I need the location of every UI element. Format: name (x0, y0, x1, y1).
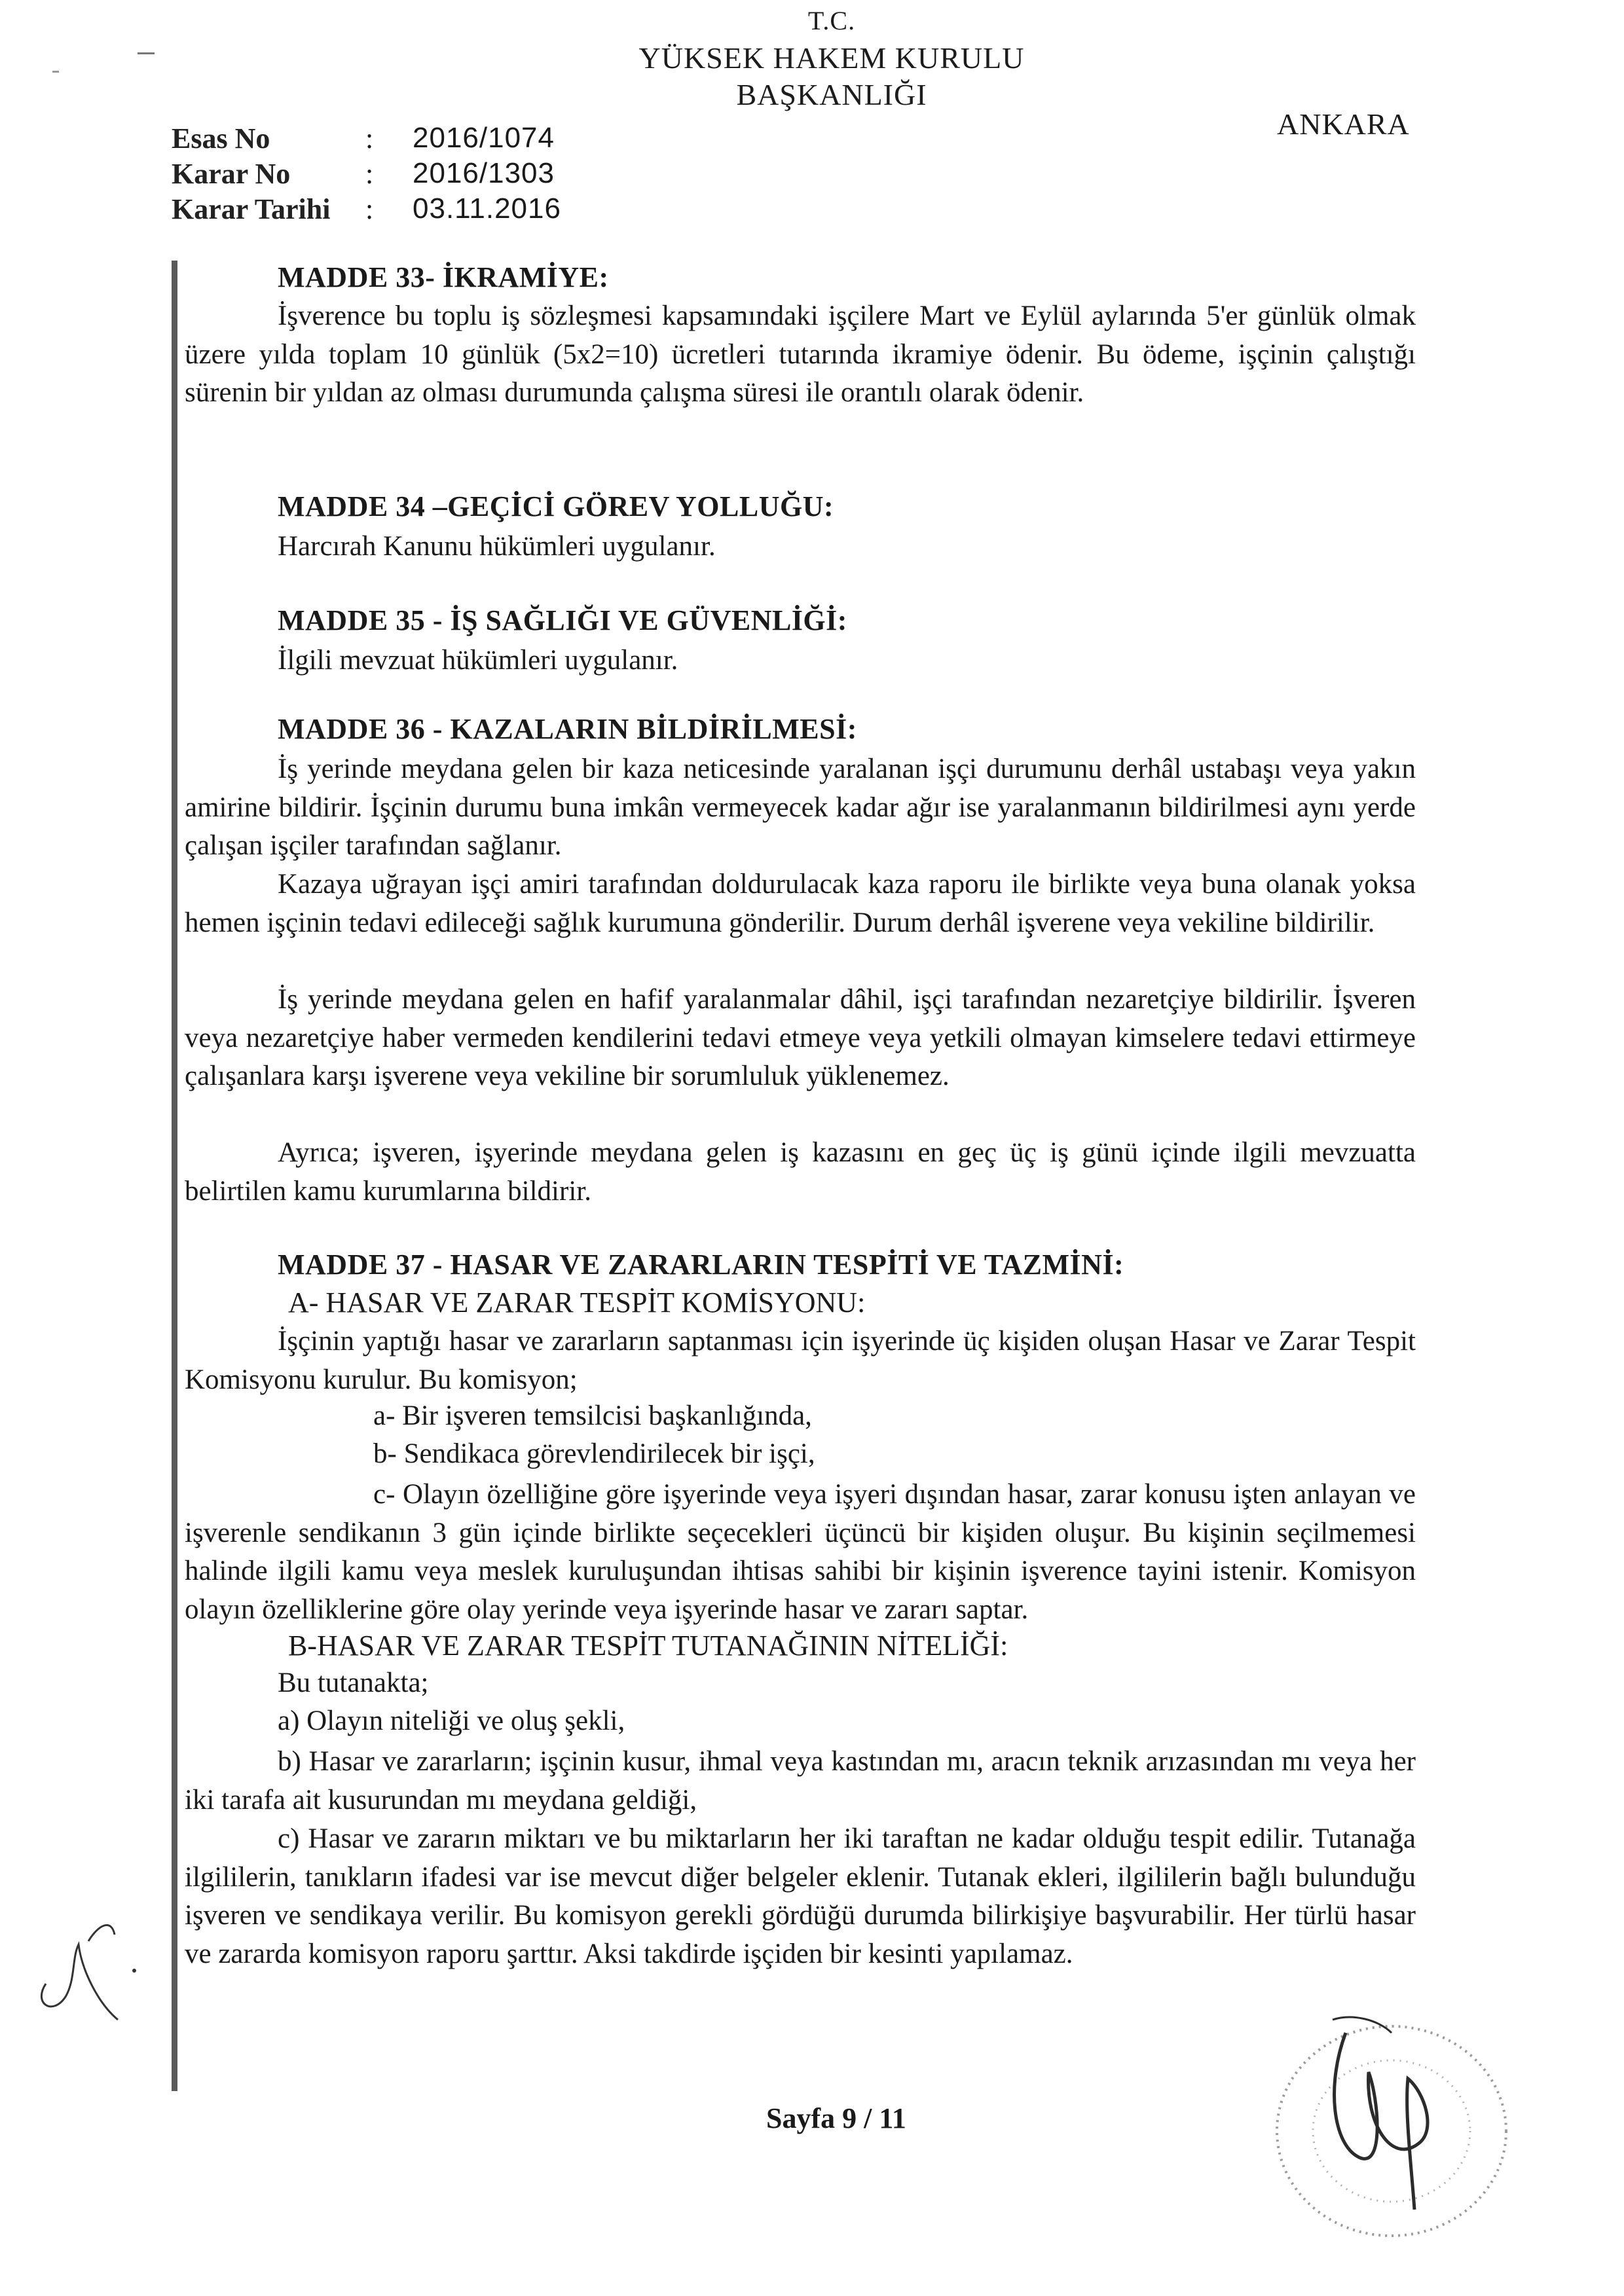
meta-colon: : (365, 193, 374, 225)
madde-33-text: İşverence bu toplu iş sözleşmesi kapsamındaki işçilere Mart ve Eylül aylarında 5'er günlük olmak üzere yılda toplam 10 günlük (5x2=10) ücretleri tutarında ikramiye ödenir. Bu ödeme, işçinin çalıştığı sürenin bir yıldan az olması durumunda çalışma süresi ile orantılı olarak ödenir. (185, 301, 1416, 408)
madde-36-title: MADDE 36 - KAZALARIN BİLDİRİLMESİ: (278, 713, 857, 745)
margin-bar (172, 261, 177, 2091)
madde-35-title: MADDE 35 - İŞ SAĞLIĞI VE GÜVENLİĞİ: (278, 604, 847, 636)
madde-37-a-item-a: a- Bir işveren temsilcisi başkanlığında, (373, 1400, 812, 1431)
madde-36-p4: Ayrıca; işveren, işyerinde meydana gelen iş kazasını en geç üç iş günü içinde ilgili mevzuatta belirtilen kamu kurumlarına bildirir. (185, 1137, 1416, 1207)
scan-mark (52, 71, 59, 73)
official-stamp-icon (1254, 1994, 1529, 2255)
karar-no-value: 2016/1303 (413, 157, 555, 189)
karar-tarihi-label: Karar Tarihi (172, 193, 331, 225)
madde-37-b-item-a: a) Olayın niteliği ve oluş şekli, (278, 1705, 625, 1736)
madde-37-title: MADDE 37 - HASAR VE ZARARLARIN TESPİTİ VE TAZMİNİ: (278, 1248, 1124, 1281)
madde-36-p1: İş yerinde meydana gelen bir kaza neticesinde yaralanan işçi durumunu derhâl ustabaşı veya yakın amirine bildirir. İşçinin durumu buna imkân vermeyecek kadar ağır ise yaralanmanın bildirilmesi aynı yerde çalışan işçiler tarafından sağlanır. (185, 754, 1416, 861)
page-number: Sayfa 9 / 11 (766, 2102, 906, 2134)
karar-tarihi-value: 03.11.2016 (413, 192, 561, 225)
madde-33-title: MADDE 33- İKRAMİYE: (278, 261, 609, 293)
madde-37-b-item-c: c) Hasar ve zararın miktarı ve bu miktarların her iki taraftan ne kadar olduğu tespit edilir. Tutanağa ilgililerin, tanıkların ifadesi var ise mevcut diğer belgeler eklenir. Tutanak ekleri, ilgililerin bağlı bulunduğu işveren ve sendikaya verilir. Bu komisyon gerekli gördüğü durumda bilirkişiye başvurabilir. Her türlü hasar ve zararda komisyon raporu şarttır. Aksi takdirde işçiden bir kesinti yapılamaz. (185, 1823, 1416, 1969)
madde-37-b-intro: Bu tutanakta; (278, 1667, 429, 1698)
madde-36-p2: Kazaya uğrayan işçi amiri tarafından doldurulacak kaza raporu ile birlikte veya buna olanak yoksa hemen işçinin tedavi edileceği sağlık kurumuna gönderilir. Durum derhâl işverene veya vekiline bildirilir. (185, 869, 1416, 938)
scan-mark (138, 52, 155, 54)
header-city: ANKARA (1277, 107, 1410, 141)
header-institution: YÜKSEK HAKEM KURULU (638, 41, 1025, 75)
meta-colon: : (365, 158, 374, 190)
esas-no-label: Esas No (172, 122, 270, 155)
madde-35-text: İlgili mevzuat hükümleri uygulanır. (278, 645, 678, 676)
madde-37-b-item-b: b) Hasar ve zararların; işçinin kusur, ihmal veya kastından mı, aracın teknik arızasından mı veya her iki tarafa ait kusurundan mı meydana geldiği, (185, 1746, 1416, 1815)
madde-36-p3: İş yerinde meydana gelen en hafif yaralanmalar dâhil, işçi tarafından nezaretçiye bildirilir. İşveren veya nezaretçiye haber vermeden kendilerini tedavi etmeye veya yetkili olmayan kimselere tedavi ettirmeye çalışanlara karşı işverene veya vekiline bir sorumluluk yüklenemez. (185, 984, 1416, 1091)
madde-37-a-intro: İşçinin yaptığı hasar ve zararların saptanması için işyerinde üç kişiden oluşan Hasar ve Zarar Tespit Komisyonu kurulur. Bu komisyon; (185, 1326, 1416, 1395)
margin-signature-icon (26, 1905, 157, 2030)
madde-37-a-item-c: c- Olayın özelliğine göre işyerinde veya işyeri dışından hasar, zarar konusu işten anlayan ve işverenle sendikanın 3 gün içinde birlikte seçecekleri üçüncü bir kişiden oluşur. Bu kişinin seçilmemesi halinde ilgili kamu veya meslek kuruluşundan ihtisas sahibi bir kişinin işverence tayini istenir. Komisyon olayın özelliklerine göre olay yerinde veya işyerinde hasar ve zararı saptar. (185, 1479, 1416, 1625)
header-tc: T.C. (807, 6, 856, 35)
madde-37-a-title: A- HASAR VE ZARAR TESPİT KOMİSYONU: (288, 1286, 866, 1319)
header-department: BAŞKANLIĞI (736, 78, 927, 111)
karar-no-label: Karar No (172, 158, 291, 190)
madde-34-title: MADDE 34 –GEÇİCİ GÖREV YOLLUĞU: (278, 490, 834, 522)
esas-no-value: 2016/1074 (413, 122, 555, 154)
madde-34-text: Harcırah Kanunu hükümleri uygulanır. (278, 531, 716, 562)
madde-37-a-item-b: b- Sendikaca görevlendirilecek bir işçi, (373, 1438, 815, 1469)
meta-colon: : (365, 122, 374, 155)
madde-37-b-title: B-HASAR VE ZARAR TESPİT TUTANAĞININ NİTELİĞİ: (288, 1630, 1008, 1662)
